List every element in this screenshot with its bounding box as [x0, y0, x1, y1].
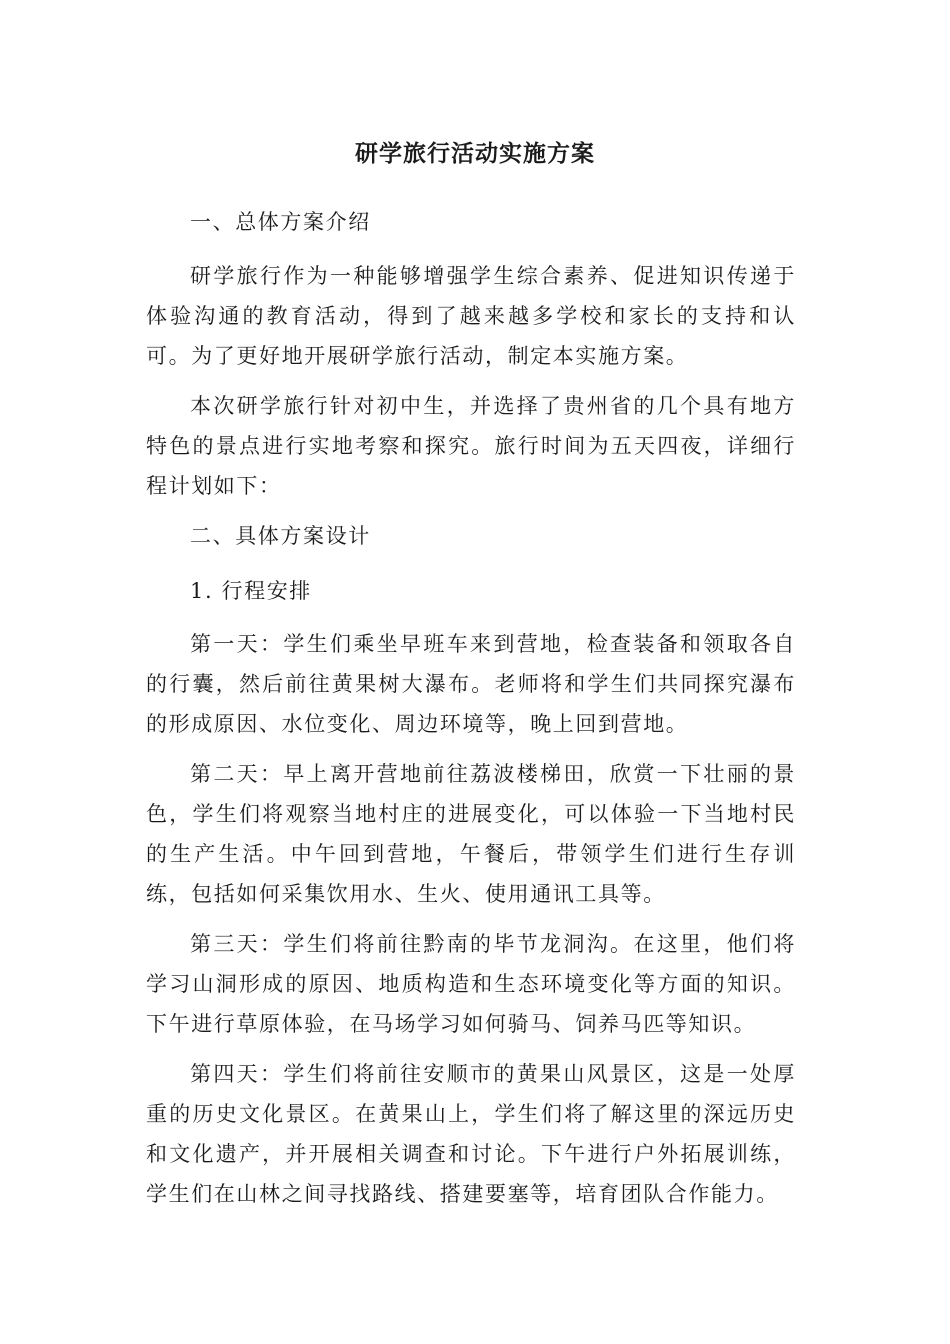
- paragraph-introduction: 研学旅行作为一种能够增强学生综合素养、促进知识传递于体验沟通的教育活动，得到了越来越多学校和家长的支持和认可。为了更好地开展研学旅行活动，制定本实施方案。: [146, 264, 796, 368]
- section-heading-design: 二、具体方案设计: [190, 524, 371, 548]
- paragraph-day-2: 第二天：早上离开营地前往荔波楼梯田，欣赏一下壮丽的景色，学生们将观察当地村庄的进展变化，可以体验一下当地村民的生产生活。中午回到营地，午餐后，带领学生们进行生存训练，包括如何采集饮用水、生火、使用通讯工具等。: [146, 762, 796, 906]
- paragraph-day-3: 第三天：学生们将前往黔南的毕节龙洞沟。在这里，他们将学习山洞形成的原因、地质构造和生态环境变化等方面的知识。下午进行草原体验，在马场学习如何骑马、饲养马匹等知识。: [146, 932, 796, 1036]
- paragraph-day-4: 第四天：学生们将前往安顺市的黄果山风景区，这是一处厚重的历史文化景区。在黄果山上，学生们将了解这里的深远历史和文化遗产，并开展相关调查和讨论。下午进行户外拓展训练，学生们在山林之间寻找路线、搭建要塞等，培育团队合作能力。: [146, 1062, 796, 1206]
- section-heading-overview: 一、总体方案介绍: [190, 210, 371, 234]
- document-title: 研学旅行活动实施方案: [355, 141, 595, 167]
- paragraph-day-1: 第一天：学生们乘坐早班车来到营地，检查装备和领取各自的行囊，然后前往黄果树大瀑布。老师将和学生们共同探究瀑布的形成原因、水位变化、周边环境等，晚上回到营地。: [146, 632, 796, 736]
- subsection-heading-itinerary: 1. 行程安排: [190, 579, 312, 603]
- paragraph-trip-overview: 本次研学旅行针对初中生，并选择了贵州省的几个具有地方特色的景点进行实地考察和探究。旅行时间为五天四夜，详细行程计划如下：: [146, 394, 796, 498]
